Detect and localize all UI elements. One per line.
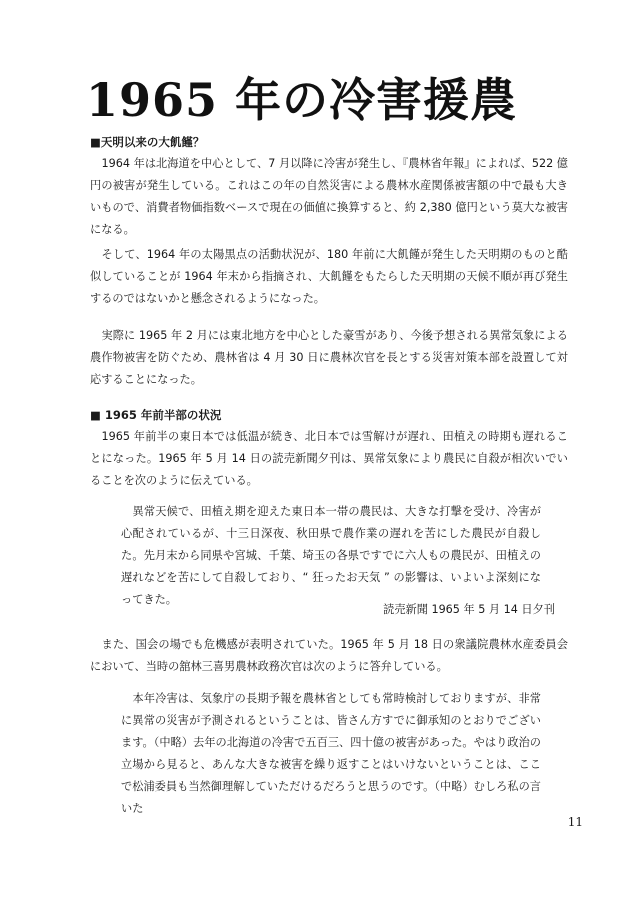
page-number: 11 (567, 815, 583, 829)
paragraph-diet: また、国会の場でも危機感が表明されていた。1965 年 5 月 18 日の衆議院農林水産委員会において、当時の舘林三喜男農林政務次官は次のように答弁している。 (90, 638, 568, 673)
paragraph-sunspot: そして、1964 年の太陽黒点の活動状況が、180 年前に大飢饉が発生した天明期のものと酷似していることが 1964 年末から指摘され、大飢饉をもたらした天明期の天候不順が再び発生するのではないかと懸念されるようになった。 (90, 248, 568, 305)
section-heading-tenmei: ■天明以来の大飢饉？ (90, 135, 205, 149)
newspaper-quote: 異常天候で、田植え期を迎えた東日本一帯の農民は、大きな打撃を受け、冷害が心配されているが、十三日深夜、秋田県で農作業の遅れを苦にした農民が自殺した。先月末から同県や宮城、千葉、埼玉の各県ですでに六人もの農民が、田植えの遅れなどを苦にして自殺しており、“ 狂ったお天気 ” の影響は、いよいよ深刻になってきた。 (121, 505, 541, 606)
page-title: 1965 年の冷害援農 (86, 73, 518, 127)
paragraph-1964-damage: 1964 年は北海道を中心として、7 月以降に冷害が発生し、『農林省年報』によれば、522 億円の被害が発生している。これはこの年の自然災害による農林水産関係被害額の中で最も大きいもので、消費者物価指数ベースで現在の価値に換算すると、約 2,380 億円という莫大な被害になる。 (90, 157, 568, 236)
section-heading-1965-first-half: ■ 1965 年前半部の状況 (90, 408, 222, 422)
quote-source: 読売新聞 1965 年 5 月 14 日夕刊 (383, 603, 555, 616)
diet-testimony-quote: 本年冷害は、気象庁の長期予報を農林省としても常時検討しておりますが、非常に異常の災害が予測されるということは、皆さん方すでに御承知のとおりでございます。（中略）去年の北海道の冷害で五百三、四十億の被害があった。やはり政治の立場から見ると、あんな大きな被害を繰り返すことはいけないということは、ここで松浦委員も当然御理解していただけるだろうと思うのです。（中略）むしろ私の言いた (121, 692, 541, 815)
paragraph-countermeasure: 実際に 1965 年 2 月には東北地方を中心とした豪雪があり、今後予想される異常気象による農作物被害を防ぐため、農林省は 4 月 30 日に農林次官を長とする災害対策本部を設置して対応することになった。 (90, 329, 568, 386)
paragraph-1965-weather: 1965 年前半の東日本では低温が続き、北日本では雪解けが遅れ、田植えの時期も遅れることになった。1965 年 5 月 14 日の読売新聞夕刊は、異常気象により農民に自殺が相次いでいることを次のように伝えている。 (90, 430, 568, 487)
